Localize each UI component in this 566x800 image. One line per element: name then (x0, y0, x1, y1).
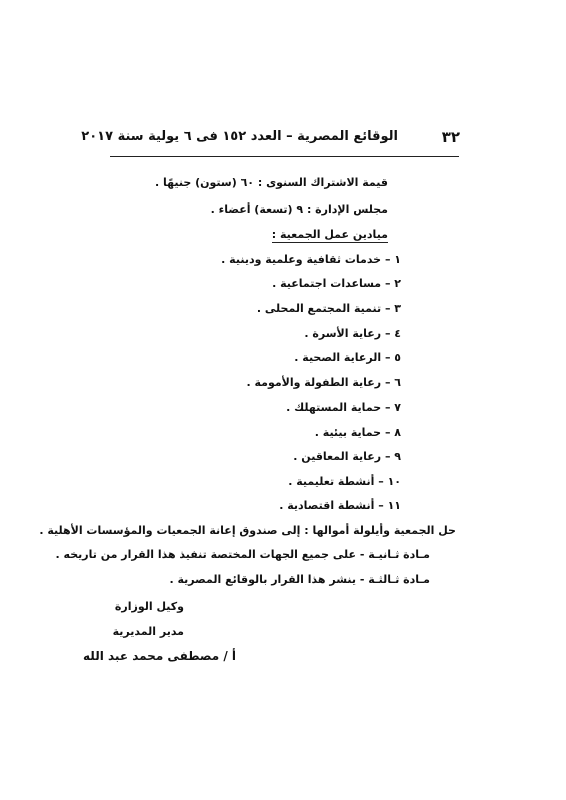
article-two-label: مـادة ثـانيـة (368, 548, 430, 561)
field-item-8: ٨ – حماية بيئية . (314, 426, 401, 439)
article-three-text: - ينشر هذا القرار بالوقائع المصرية . (169, 573, 369, 586)
fields-heading (272, 228, 388, 242)
field-item-9: ٩ – رعاية المعاقين . (293, 450, 401, 463)
fields-heading-text: ميادين عمل الجمعية : (271, 228, 388, 241)
header-divider (110, 156, 459, 157)
subscription-line: قيمة الاشتراك السنوى : ٦٠ (ستون) جنيهًا . (154, 176, 388, 189)
article-two-line (56, 548, 430, 562)
field-item-7: ٧ – حماية المستهلك . (286, 401, 401, 414)
field-item-11: ١١ – أنشطة اقتصادية . (279, 499, 401, 512)
field-item-2: ٢ – مساعدات اجتماعية . (272, 277, 401, 290)
article-two-text: - على جميع الجهات المختصة تنفيذ هذا القرار من تاريخه . (55, 548, 369, 561)
article-three-line (170, 573, 431, 587)
signature-title-director: مدير المديرية (112, 625, 184, 638)
field-item-6: ٦ – رعاية الطفولة والأمومة . (246, 376, 401, 389)
board-line: مجلس الإدارة : ٩ (تسعة) أعضاء . (210, 203, 388, 216)
field-item-5: ٥ – الرعاية الصحية . (294, 351, 401, 364)
field-item-3: ٣ – تنمية المجتمع المحلى . (256, 302, 401, 315)
field-item-10: ١٠ – أنشطة تعليمية . (288, 475, 401, 488)
page-number: ٣٢ (441, 128, 460, 146)
dissolution-line: حل الجمعية وأيلولة أموالها : إلى صندوق إعانة الجمعيات والمؤسسات الأهلية . (39, 524, 456, 537)
signature-title-undersecretary: وكيل الوزارة (114, 600, 184, 613)
field-item-1: ١ – خدمات ثقافية وعلمية ودينية . (221, 253, 401, 266)
article-three-label: مـادة ثـالثـة (368, 573, 430, 586)
page-header (81, 128, 460, 150)
signatory-name: أ / مصطفى محمد عبد الله (83, 649, 236, 663)
field-item-4: ٤ – رعاية الأسرة . (304, 327, 401, 340)
gazette-header-title: الوقائع المصرية – العدد ١٥٢ فى ٦ يولية سنة ٢٠١٧ (81, 129, 398, 144)
